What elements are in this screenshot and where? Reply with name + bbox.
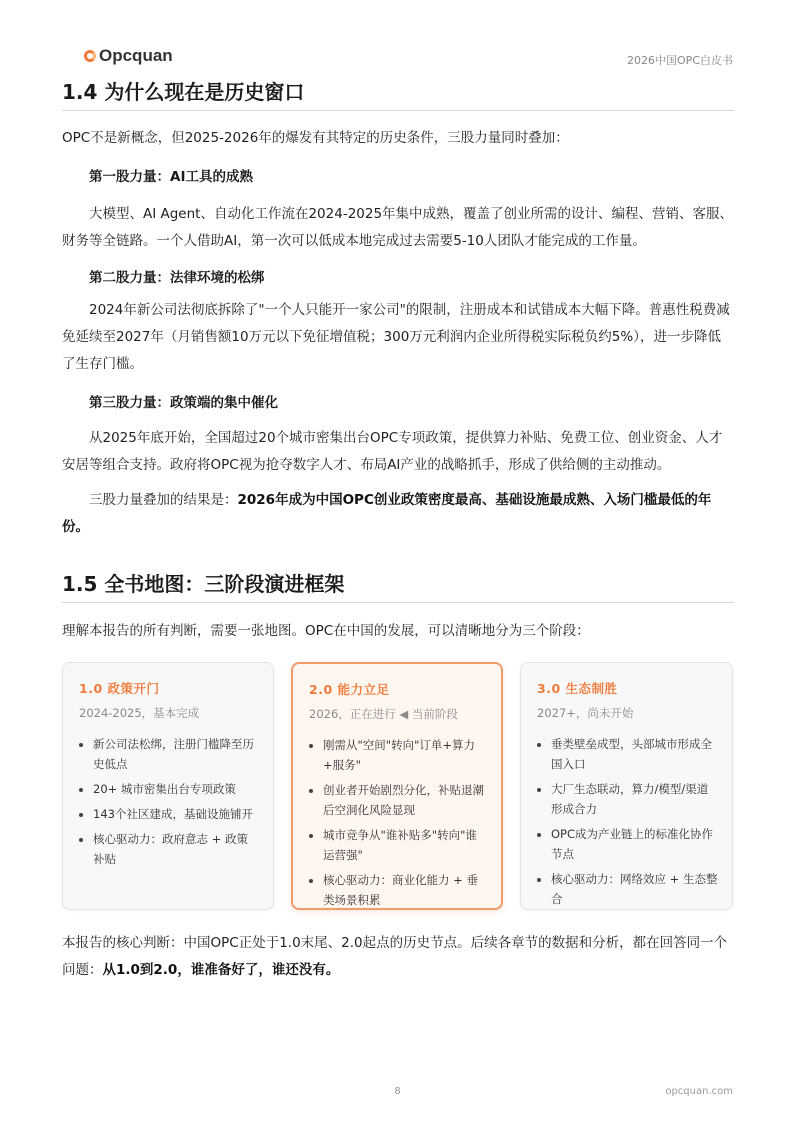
- stage-title: 1.0 政策开门: [79, 681, 160, 696]
- section-conclusion: [62, 487, 734, 541]
- stage-subtitle: 2027+，尚未开始: [537, 706, 634, 720]
- running-head: 2026中国OPC白皮书: [627, 54, 733, 67]
- section-divider: [62, 110, 734, 111]
- footer-site: opcquan.com: [665, 1086, 733, 1097]
- list-item: • 核心驱动力：网络效应 + 生态整合: [551, 869, 718, 909]
- stage-items: [309, 735, 487, 910]
- list-item: • 核心驱动力：政府意志 + 政策补贴: [93, 829, 259, 869]
- outro-emphasis: 从1.0到2.0，谁准备好了，谁还没有。: [102, 962, 340, 978]
- conclusion-emphasis: 2026年成为中国OPC创业政策密度最高、基础设施最成熟、入场门槛最低的年份。: [62, 492, 712, 535]
- logo-mark-icon: [84, 50, 96, 62]
- stage-card-1: [62, 662, 274, 910]
- list-item: • 20+ 城市密集出台专项政策: [93, 779, 259, 799]
- page-number: 8: [394, 1086, 401, 1097]
- force-3-body: 从2025年底开始，全国超过20个城市密集出台OPC专项政策，提供算力补贴、免费工位、创业资金、人才安居等组合支持。政府将OPC视为抢夺数字人才、布局AI产业的战略抓手，形成了供给侧的主动推动。: [62, 430, 723, 473]
- stage-subtitle: 2024-2025，基本完成: [79, 706, 200, 720]
- stage-title: 2.0 能力立足: [309, 682, 390, 697]
- brand-logo: [84, 46, 173, 66]
- outro-prefix: 本报告的核心判断：中国OPC正处于1.0末尾、2.0起点的历史节点。后续各章节的数据和分析，都在回答同一个问题：: [62, 935, 728, 978]
- section-title-1-4: 1.4 为什么现在是历史窗口: [62, 80, 305, 104]
- list-item: • 大厂生态联动，算力/模型/渠道形成合力: [551, 779, 718, 819]
- list-item: • 垂类壁垒成型，头部城市形成全国入口: [551, 734, 718, 774]
- list-item: • 新公司法松绑，注册门槛降至历史低点: [93, 734, 259, 774]
- section-title-1-5: 1.5 全书地图：三阶段演进框架: [62, 572, 345, 596]
- list-item: • 143个社区建成，基础设施铺开: [93, 804, 259, 824]
- stage-title: 3.0 生态制胜: [537, 681, 618, 696]
- stage-card-3: [520, 662, 733, 910]
- section-outro: [62, 930, 734, 984]
- list-item: • 城市竞争从"谁补贴多"转向"谁运营强": [323, 825, 487, 865]
- stage-items: [79, 734, 259, 869]
- force-3-title: 第三股力量：政策端的集中催化: [89, 395, 278, 411]
- logo-text: Opcquan: [99, 46, 173, 65]
- list-item: • 刚需从"空间"转向"订单+算力+服务": [323, 735, 487, 775]
- force-1-title: 第一股力量：AI工具的成熟: [89, 169, 253, 185]
- section-divider: [62, 602, 734, 603]
- section-intro: 理解本报告的所有判断，需要一张地图。OPC在中国的发展，可以清晰地分为三个阶段：: [62, 623, 590, 639]
- force-2-body: 2024年新公司法彻底拆除了"一个人只能开一家公司"的限制，注册成本和试错成本大幅下降。普惠性税费减免延续至2027年（月销售额10万元以下免征增值税；300万元利润内企业所得税实际税负约5%），进一步降低了生存门槛。: [62, 302, 730, 372]
- list-item: • 核心驱动力：商业化能力 + 垂类场景积累: [323, 870, 487, 910]
- conclusion-prefix: 三股力量叠加的结果是：: [89, 492, 238, 508]
- stage-items: [537, 734, 718, 909]
- list-item: • 创业者开始剧烈分化，补贴退潮后空洞化风险显现: [323, 780, 487, 820]
- stage-subtitle: 2026，正在进行 ◀ 当前阶段: [309, 707, 458, 721]
- force-2-title: 第二股力量：法律环境的松绑: [89, 270, 265, 286]
- stage-card-2-current: [291, 662, 503, 910]
- list-item: • OPC成为产业链上的标准化协作节点: [551, 824, 718, 864]
- section-intro: OPC不是新概念，但2025-2026年的爆发有其特定的历史条件，三股力量同时叠加：: [62, 130, 569, 146]
- force-1-body: 大模型、AI Agent、自动化工作流在2024-2025年集中成熟，覆盖了创业所需的设计、编程、营销、客服、财务等全链路。一个人借助AI，第一次可以低成本地完成过去需要5-10人团队才能完成的工作量。: [62, 206, 734, 249]
